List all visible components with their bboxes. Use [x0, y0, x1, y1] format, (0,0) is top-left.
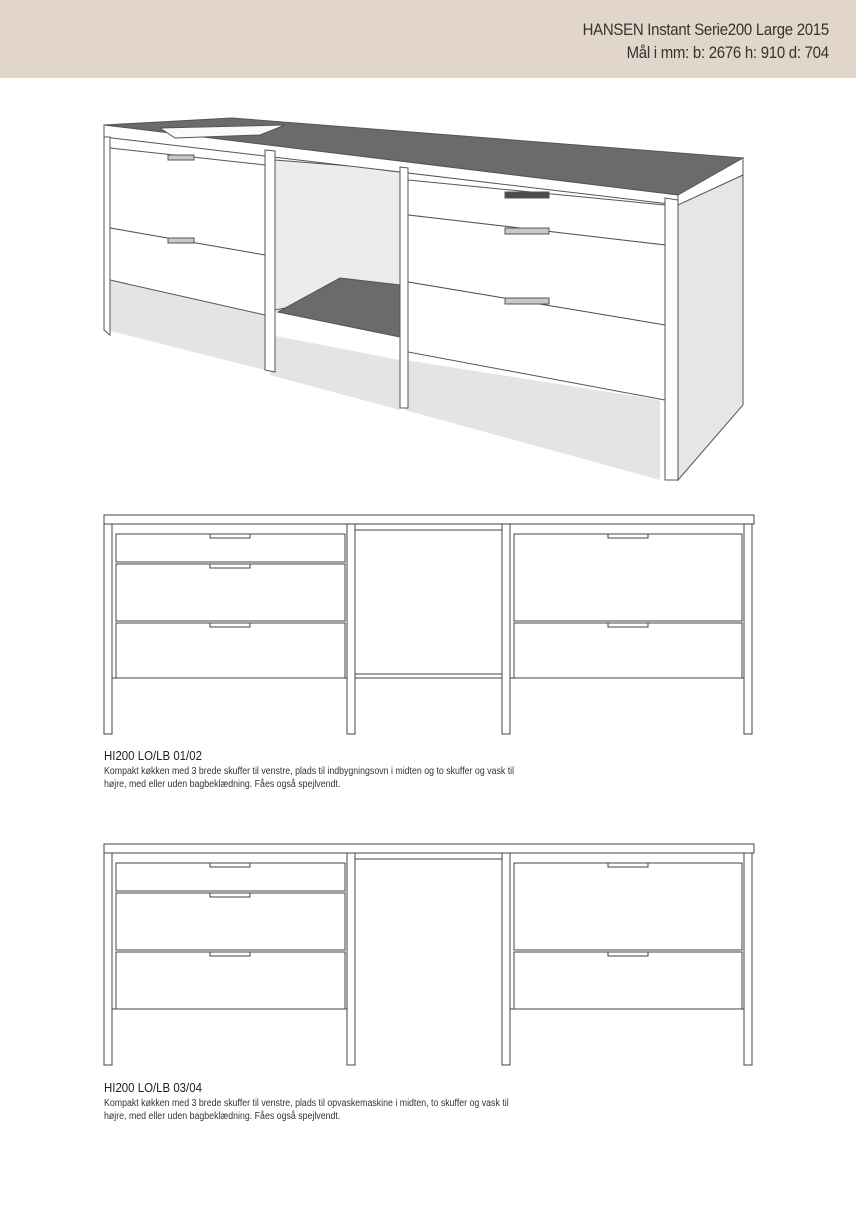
kitchen-perspective-illustration: [0, 0, 856, 500]
document-title: HANSEN Instant Serie200 Large 2015: [582, 20, 829, 39]
elevation-drawing-03-04: [0, 839, 856, 1069]
section-caption-03-04: [104, 1080, 524, 1123]
section-caption-01-02: [104, 748, 524, 791]
elevation-drawing-01-02: [0, 510, 856, 740]
product-code: HI200 LO/LB 01/02: [104, 748, 202, 763]
product-description: Kompakt køkken med 3 brede skuffer til venstre, plads til indbygningsovn i midten og to skuffer og vask til højre, med eller uden bagbeklædning. Fåes også spejlvendt.: [104, 766, 515, 790]
product-code: HI200 LO/LB 03/04: [104, 1080, 202, 1095]
dimensions-label: Mål i mm: b: 2676 h: 910 d: 704: [626, 43, 829, 62]
product-description: Kompakt køkken med 3 brede skuffer til venstre, plads til opvaskemaskine i midten, to skuffer og vask til højre, med eller uden bagbeklædning. Fåes også spejlvendt.: [104, 1098, 509, 1122]
